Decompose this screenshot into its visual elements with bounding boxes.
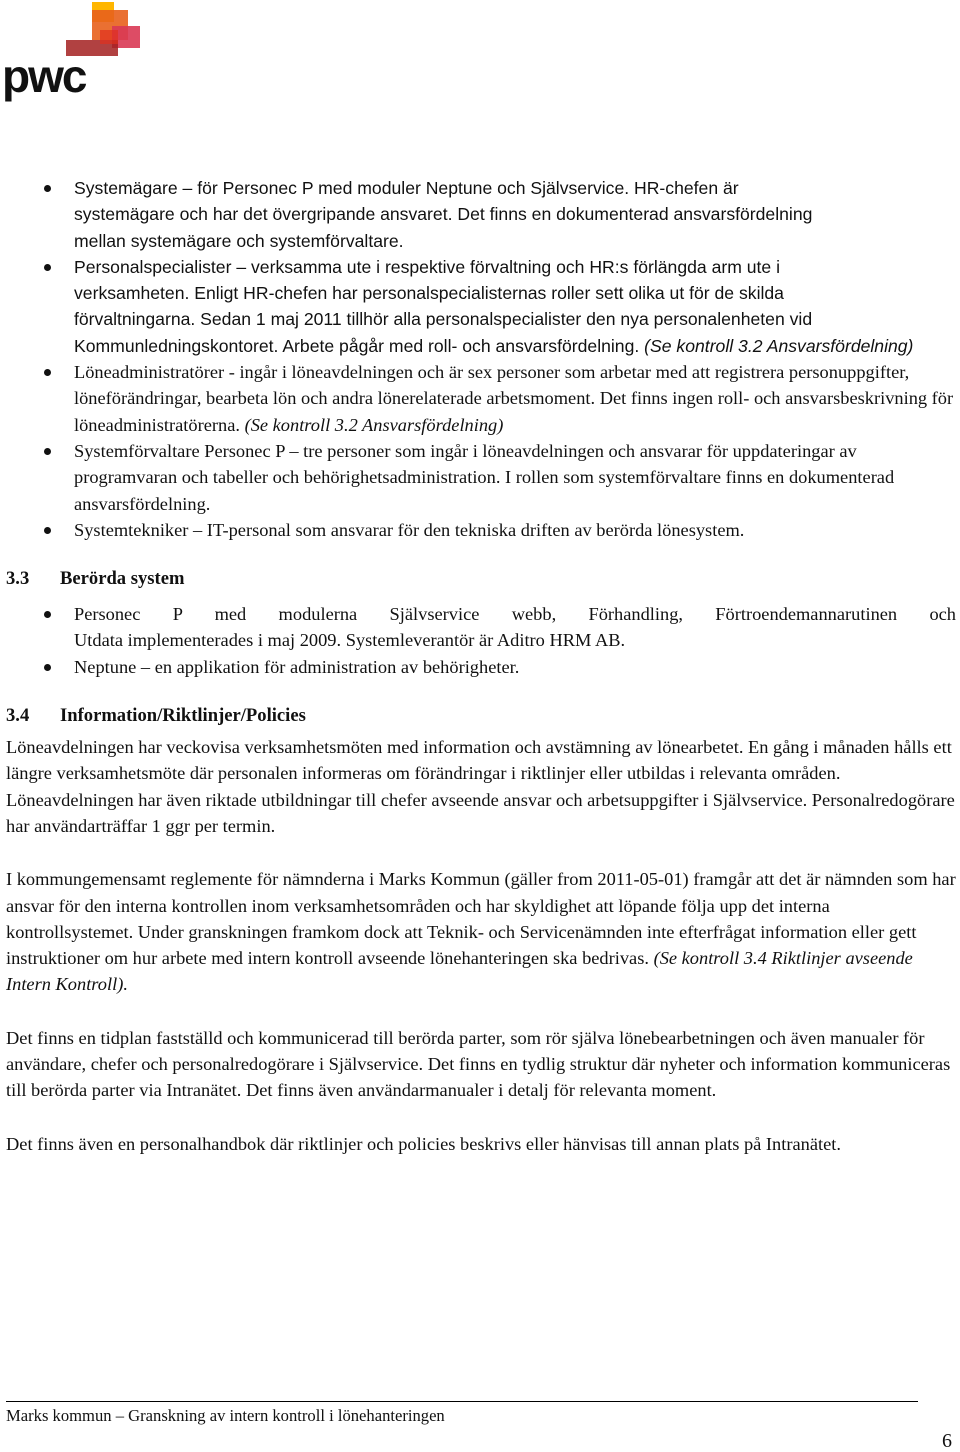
list-item — [6, 359, 956, 438]
control-reference: (Se kontroll 3.2 Ansvarsfördelning) — [639, 335, 914, 356]
role-line: Personalspecialister – verksamma ute i respektive förvaltning och HR:s förlängda arm ute i — [74, 256, 781, 277]
section-heading-3-4 — [6, 703, 956, 729]
list-item — [6, 601, 956, 654]
roles-list — [6, 175, 956, 359]
roles-list-serif — [6, 359, 956, 543]
logo-wordmark: pwc — [2, 50, 86, 102]
role-line: systemägare och har det övergripande ansvaret. Det finns en dokumenterad ansvarsfördelning — [74, 204, 813, 225]
footer-divider — [6, 1401, 918, 1402]
pwc-logo — [0, 0, 145, 110]
role-line: Systemägare – för Personec P med moduler Neptune och Självservice. HR-chefen är — [74, 178, 739, 198]
role-text: Systemförvaltare Personec P – tre personer som ingår i löneavdelningen och ansvarar för uppdateringar av programvaran och tabeller och behörighetsadministration. I rollen som systemförvaltare finns en dokumenterad ansvarsfördelning. — [74, 440, 895, 514]
list-item — [6, 438, 956, 517]
paragraph-text: I kommungemensamt reglemente för nämnderna i Marks Kommun (gäller from 2011-05-01) framgår att det är nämnden som har ansvar för den interna kontrollen inom verksamhetsområden och har skyldighet att löpande följa upp det interna kontrollsystemet. Under granskningen framkom dock att Teknik- och Servicenämnden inte efterfrågat information eller gett instruktioner om hur arbete med intern kontroll avseende lönehanteringen ska bedrivas. — [6, 869, 956, 969]
list-item — [6, 254, 956, 359]
paragraph: Löneavdelningen har veckovisa verksamhetsmöten med information och avstämning av lönearbetet. En gång i månaden hålls ett längre verksamhetsmöte där personalen informeras om förändringar i riktlinjer eller utbildas i relevanta områden. Löneavdelningen har även riktade utbildningar till chefer avseende ansvar och arbetsuppgifter i Självservice. Personalredogörare har användarträffar 1 ggr per termin. — [6, 737, 955, 836]
control-reference: (Se kontroll 3.2 Ansvarsfördelning) — [239, 414, 504, 435]
page-content — [6, 175, 956, 1157]
section-number: 3.3 — [6, 568, 30, 590]
systems-list — [6, 601, 956, 680]
system-line: Utdata implementerades i maj 2009. Systemleverantör är Aditro HRM AB. — [74, 630, 626, 651]
page-number: 6 — [942, 1430, 952, 1452]
section-number: 3.4 — [6, 705, 30, 727]
paragraph: Det finns även en personalhandbok där riktlinjer och policies beskrivs eller hänvisas till annan plats på Intranätet. — [6, 1133, 841, 1154]
footer-title: Marks kommun – Granskning av intern kontroll i lönehanteringen — [6, 1406, 445, 1425]
logo-block-pink — [100, 30, 118, 44]
role-line: mellan systemägare och systemförvaltare. — [74, 230, 404, 251]
control-reference: (Se kontroll 3.4 Riktlinjer avseende Intern Kontroll). — [6, 948, 913, 995]
system-text: Neptune – en applikation för administration av behörigheter. — [74, 656, 520, 677]
list-item — [6, 517, 956, 543]
role-text: Löneadministratörer - ingår i löneavdelningen och är sex personer som arbetar med att registrera personuppgifter, löneförändringar, bearbeta lön och andra lönerelaterade arbetsmoment. Det finns ingen roll- och ansvarsbeskrivning för löneadministratörerna. — [74, 362, 954, 435]
section-title: Berörda system — [60, 568, 185, 590]
paragraph: Det finns en tidplan fastställd och kommunicerad till berörda parter, som rör själva lönebearbetningen och även manualer för användare, chefer och personalredogörare i Självservice. Det finns en tydlig struktur där nyheter och information kommuniceras till berörda parter via Intranätet. Det finns även användarmanualer i detalj för relevanta moment. — [6, 1027, 951, 1101]
role-line: Kommunledningskontoret. Arbete pågår med roll- och ansvarsfördelning. — [74, 335, 640, 356]
role-text: Systemtekniker – IT-personal som ansvarar för den tekniska driften av berörda lönesystem. — [74, 519, 745, 540]
role-line: förvaltningarna. Sedan 1 maj 2011 tillhör alla personalspecialister den nya personalenheten vid — [74, 309, 813, 330]
section-heading-3-3 — [6, 566, 956, 592]
section-title: Information/Riktlinjer/Policies — [60, 705, 306, 727]
role-line: verksamheten. Enligt HR-chefen har personalspecialisternas roller sett olika ut för de skilda — [74, 283, 784, 304]
paragraph — [6, 866, 956, 997]
list-item — [6, 654, 956, 680]
system-line: Personec P med modulerna Självservice webb, Förhandling, Förtroendemannarutinen och — [74, 604, 956, 625]
list-item — [6, 175, 956, 254]
